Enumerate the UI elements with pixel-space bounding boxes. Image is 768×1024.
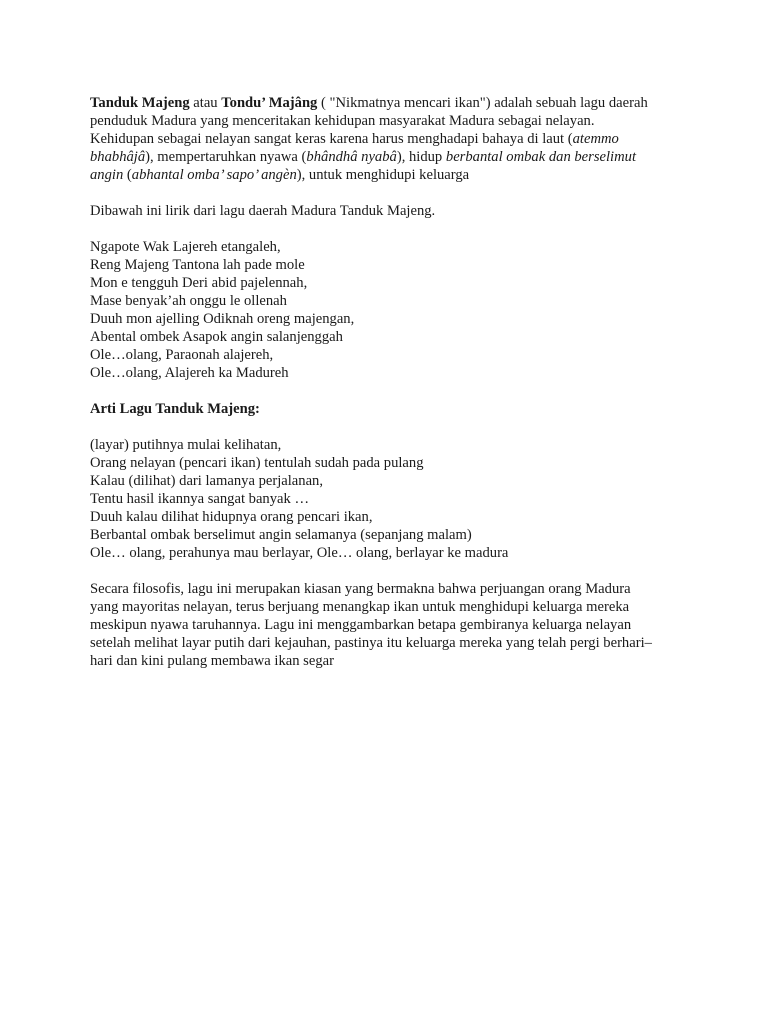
intro-line-1 — [90, 94, 690, 112]
lyric-line: Abental ombek Asapok angin salanjenggah — [90, 329, 343, 345]
intro-line-4-text-2: ), hidup — [396, 149, 446, 165]
translation-heading: Arti Lagu Tanduk Majeng: — [90, 401, 260, 417]
intro-line-5 — [90, 166, 690, 184]
intro-line-3-text: Kehidupan sebagai nelayan sangat keras karena harus menghadapi bahaya di laut ( — [90, 131, 573, 147]
intro-line-3 — [90, 130, 690, 148]
translation-line: Kalau (dilihat) dari lamanya perjalanan, — [90, 473, 323, 489]
philosophy-line: hari dan kini pulang membawa ikan segar — [90, 653, 334, 669]
lyric-line: Mase benyak’ah onggu le ollenah — [90, 293, 287, 309]
intro-line-5-text-2: ), untuk menghidupi keluarga — [296, 167, 470, 183]
translation-line: Orang nelayan (pencari ikan) tentulah sudah pada pulang — [90, 455, 424, 471]
translation-line: Duuh kalau dilihat hidupnya orang pencari ikan, — [90, 509, 373, 525]
intro-line-5-italic-2: abhantal omba’ sapo’ angèn — [131, 167, 297, 183]
intro-line-5-text-1: ( — [123, 167, 132, 183]
intro-line-4-text-1: ), mempertaruhkan nyawa ( — [145, 149, 307, 165]
philosophy-paragraph — [90, 580, 690, 670]
lyrics-block — [90, 238, 690, 382]
lyric-line: Ole…olang, Paraonah alajereh, — [90, 347, 274, 363]
lyric-line: Duuh mon ajelling Odiknah oreng majengan, — [90, 311, 355, 327]
intro-line-4-italic-3: berbantal ombak dan berselimut — [445, 149, 636, 165]
philosophy-line: setelah melihat layar putih dari kejauhan, pastinya itu keluarga mereka yang telah pergi berhari– — [90, 635, 652, 651]
lyric-line: Ole…olang, Alajereh ka Madureh — [90, 365, 289, 381]
lyric-line: Reng Majeng Tantona lah pade mole — [90, 257, 305, 273]
translation-line: Tentu hasil ikannya sangat banyak … — [90, 491, 310, 507]
philosophy-line: Secara filosofis, lagu ini merupakan kiasan yang bermakna bahwa perjuangan orang Madura — [90, 581, 631, 597]
translation-line: Ole… olang, perahunya mau berlayar, Ole… olang, berlayar ke madura — [90, 545, 509, 561]
intro-line-4-italic-1: bhabhâjâ — [90, 149, 146, 165]
intro-line-5-italic-1: angin — [90, 167, 124, 183]
intro-line-4 — [90, 148, 690, 166]
translation-line: Berbantal ombak berselimut angin selamanya (sepanjang malam) — [90, 527, 472, 543]
song-title-a: Tanduk Majeng — [90, 95, 190, 111]
song-title-b: Tondu’ Majâng — [221, 95, 318, 111]
translation-block — [90, 436, 690, 562]
philosophy-line: yang mayoritas nelayan, terus berjuang menangkap ikan untuk menghidupi keluarga mereka — [90, 599, 630, 615]
intro-line-1-rest: ( "Nikmatnya mencari ikan") adalah sebuah lagu daerah — [317, 95, 648, 111]
intro-paragraph — [90, 94, 690, 184]
intro-line-2: penduduk Madura yang menceritakan kehidupan masyarakat Madura sebagai nelayan. — [90, 113, 595, 129]
translation-line: (layar) putihnya mulai kelihatan, — [90, 437, 282, 453]
philosophy-line: meskipun nyawa taruhannya. Lagu ini menggambarkan betapa gembiranya keluarga nelayan — [90, 617, 632, 633]
intro-line-4-italic-2: bhândhâ nyabâ — [306, 149, 397, 165]
lyric-line: Mon e tengguh Deri abid pajelennah, — [90, 275, 308, 291]
intro-line-3-italic: atemmo — [572, 131, 619, 147]
lyric-line: Ngapote Wak Lajereh etangaleh, — [90, 239, 281, 255]
intro-atau: atau — [189, 95, 222, 111]
document-body — [90, 94, 690, 688]
lyrics-intro-sentence: Dibawah ini lirik dari lagu daerah Madura Tanduk Majeng. — [90, 203, 436, 219]
